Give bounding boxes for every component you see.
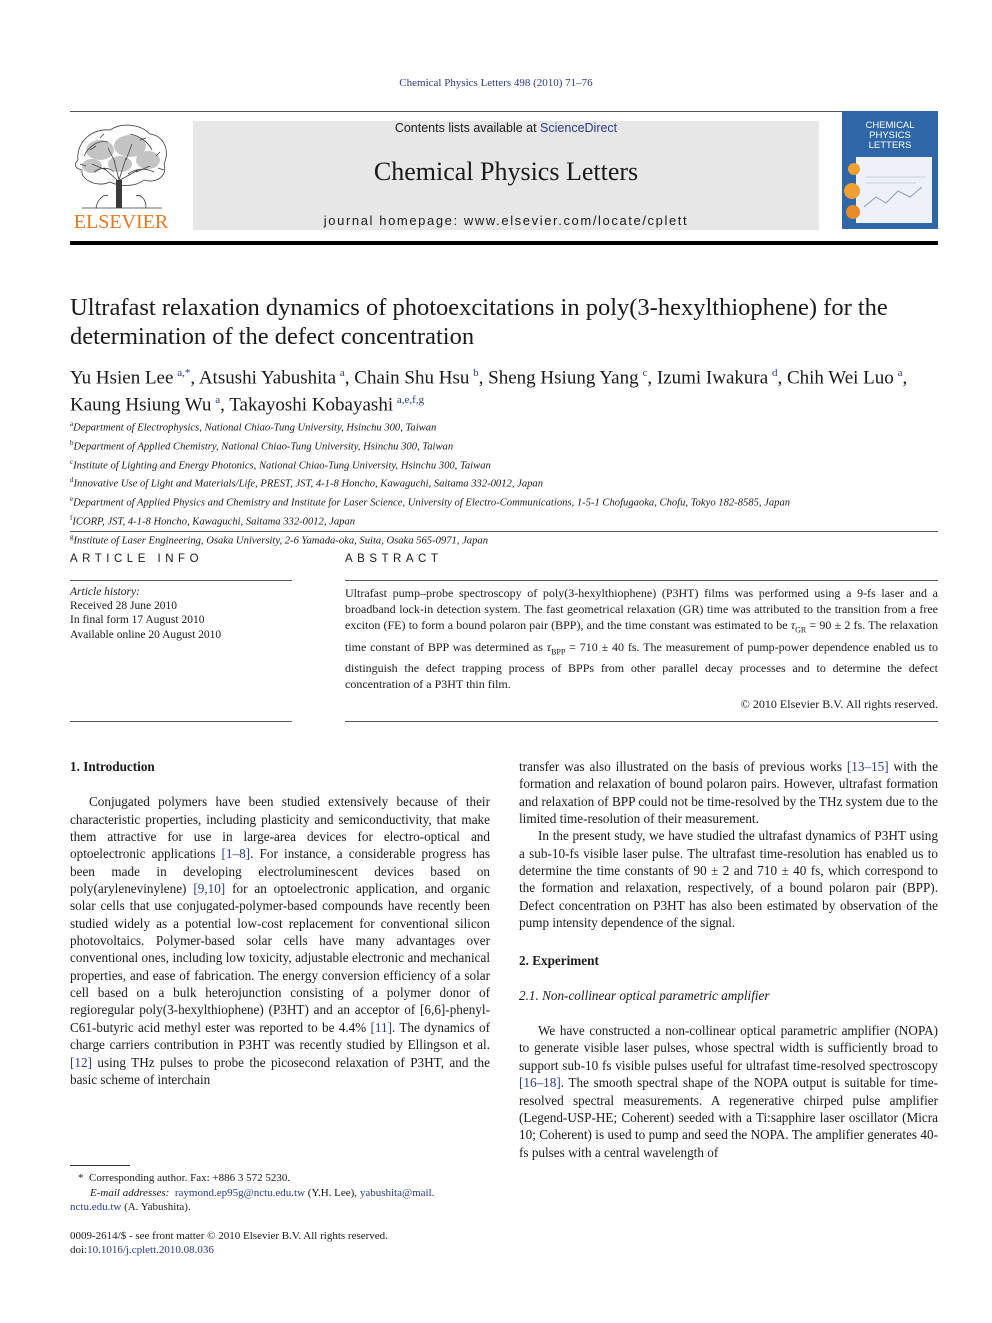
footnote-text: (Y.H. Lee), [305,1186,360,1199]
revised-date: In final form 17 August 2010 [70,614,205,627]
paragraph: In the present study, we have studied the ultrafast dynamics of P3HT using a sub-10-fs visible laser pulse. The ultrafast time-resolution has enabled us to determine the time constants of 90 ± 2 and 710 ± 40 fs, which correspond to the formation and relaxation, respectively, of a bound polaron pair (BPP). Defect concentration on P3HT has also been estimated by observation of the pump intensity dependence of the signal. [519,828,938,931]
tau-symbol: τ [546,639,552,654]
affiliation-key: c [70,457,74,466]
footnotes [70,1171,490,1258]
footnote-star: * [78,1172,84,1184]
affiliation-text: Department of Applied Chemistry, National Chiao-Tung University, Hsinchu 300, Taiwan [73,441,454,453]
reference-link[interactable]: [1–8] [221,846,251,862]
cover-title-line: PHYSICS [869,130,911,141]
affiliation-item [70,530,940,549]
author-sep: , [478,367,489,389]
affiliation-key: a [70,420,74,428]
author-name[interactable]: Sheng Hsiung Yang [488,367,639,389]
text-run: using THz pulses to probe the picosecond relaxation of P3HT, and the basic scheme of interchain [70,1054,490,1087]
author-affil-sup[interactable]: a [215,394,221,407]
affiliation-key: e [70,495,74,504]
received-date: Received 28 June 2010 [70,600,177,613]
homepage-link[interactable]: www.elsevier.com/locate/cplett [463,213,689,228]
author-name[interactable]: Kaung Hsiung Wu [70,394,212,416]
header-rule [70,111,938,112]
affiliation-item [70,417,940,436]
author-name[interactable]: Izumi Iwakura [656,367,769,389]
text-run: . For instance, a considerable progress has been made in developing electroluminescent devices based on poly(arylenevinylene) [70,846,490,897]
author-sep: , [344,367,355,389]
article-history [70,585,292,642]
cover-orb [848,163,860,175]
section-heading: 1. Introduction [70,759,155,774]
text-run: We have constructed a non-collinear optical parametric amplifier (NOPA) to generate visible laser pulses, whose spectral width is sufficiently broad to support sub-10 fs visible pulses useful for ultrafast time-resolved spectroscopy [519,1023,938,1073]
contents-line [193,121,819,135]
author-affil-sup[interactable]: c [642,367,648,379]
doi-line [70,1243,490,1258]
affiliation-list [70,417,940,549]
elsevier-wordmark: ELSEVIER [73,211,169,232]
author-name[interactable]: Atsushi Yabushita [198,367,337,389]
text-run: . The smooth spectral shape of the NOPA output is suitable for time-resolved spectral measurements. A regenerative chirped pulse amplifier (Legend-USP-HE; Coherent) seeded with a Ti:sapphire laser oscillator (Micra 10; Coherent) is used to pump and seed the NOPA. The amplifier generates 40-fs pulses with a central wavelength of [519,1075,938,1160]
abstract-part: Ultrafast pump–probe spectroscopy of poly(3-hexylthiophene) (P3HT) films was performed using a 9-fs laser and a broadband lock-in detection system. The fast geometrical relaxation (GR) time was attributed to the transition from a free exciton (FE) to form a bound polaron pair (BPP), and the time constant was estimated to be [345,586,938,633]
abstract-rule-bottom [345,721,938,722]
footnote-rule [70,1165,130,1166]
affiliation-item [70,436,940,455]
online-date: Available online 20 August 2010 [70,628,222,641]
elsevier-logo [70,120,172,232]
email-link[interactable]: yabushita@mail. [359,1186,435,1199]
article-info-heading: ARTICLE INFO [70,553,204,565]
affiliation-key: b [70,438,74,447]
affiliation-text: Department of Applied Physics and Chemistry and Institute for Laser Science, University of Electro-Communications, 1-5-1 Chofugaoka, Chofu, Tokyo 182-8585, Japan [73,497,791,509]
email-link[interactable]: nctu.edu.tw [70,1201,122,1214]
footnote-text: (A. Yabushita). [121,1201,191,1214]
cover-title-line: CHEMICAL [865,120,915,131]
affiliation-item [70,511,940,530]
author-name[interactable]: Chih Wei Luo [786,367,894,389]
corresponding-author-note [70,1171,490,1186]
reference-link[interactable]: [13–15] [846,759,889,774]
author-affil-sup[interactable]: a [897,367,903,379]
affiliation-text: Institute of Lighting and Energy Photonics, National Chiao-Tung University, Hsinchu 300, Taiwan [73,460,491,472]
reference-link[interactable]: [12] [70,1054,92,1070]
abstract-rule-top [345,580,938,581]
author-list [70,362,940,417]
doi-link[interactable]: 10.1016/j.cplett.2010.08.036 [87,1244,214,1257]
text-run: Conjugated polymers have been studied extensively because of their characteristic properties, including plasticity and semiconductivity, that make them attractive for use in large-area devices for electro-optical and optoelectronic applications [70,794,490,862]
issn-line: 0009-2614/$ - see front matter © 2010 Elsevier B.V. All rights reserved. [70,1229,388,1242]
journal-homepage [193,213,819,228]
journal-cover-image [842,111,938,229]
footnote-text: Corresponding author. Fax: +886 3 572 5230. [89,1172,291,1184]
section-heading: 2. Experiment [519,953,599,969]
text-run: . The dynamics of charge carriers contribution in P3HT was recently studied by Ellingson et al. [70,1019,490,1053]
cover-title [842,121,938,151]
affiliation-key: f [70,514,73,523]
journal-banner [193,121,819,230]
right-column [519,758,938,1161]
abstract-part: = 710 ± 40 fs. The measurement of pump-power dependence enabled us to distinguish the defect trapping process of BPPs from other parallel decay processes and to determine the defect concentration of a P3HT thin film. [345,639,938,692]
abstract-copyright: © 2010 Elsevier B.V. All rights reserved. [740,697,938,711]
email-note [70,1186,490,1201]
journal-title: Chemical Physics Letters [373,157,639,186]
affiliation-text: Institute of Laser Engineering, Osaka University, 2-6 Yamada-oka, Suita, Osaka 565-0971, Japan [73,535,488,547]
tau-symbol: τ [790,618,796,633]
reference-link[interactable]: [16–18] [519,1075,561,1091]
journal-citation[interactable]: Chemical Physics Letters 498 (2010) 71–76 [399,77,593,89]
author-sep: , [190,367,199,389]
text-run: transfer was also illustrated on the basis of previous works [519,759,847,774]
cover-panel [856,157,932,223]
affiliation-rule [70,531,938,532]
affiliation-item [70,455,940,474]
affiliation-text: Department of Electrophysics, National Chiao-Tung University, Hsinchu 300, Taiwan [73,422,437,434]
author-affil-sup[interactable]: d [771,367,778,379]
history-label: Article history: [70,586,140,598]
email-note-cont [70,1200,490,1215]
author-name[interactable]: Chain Shu Hsu [354,367,470,389]
cover-title-line: LETTERS [868,140,912,151]
paragraph [70,793,490,1088]
text-run: with the formation and relaxation of bound polaron pairs. However, ultrafast formation and relaxation of BPP could not be time-resolved by the THz system due to the limited time-resolution of their measurement. [519,759,938,827]
subsection-heading: 2.1. Non-collinear optical parametric amplifier [519,987,770,1003]
cover-orb [844,183,860,199]
affiliation-key: g [70,532,74,541]
affiliation-key: d [70,476,74,485]
paragraph [519,758,938,827]
affiliation-text: Innovative Use of Light and Materials/Life, PREST, JST, 4-1-8 Honcho, Kawaguchi, Saitama 332-0012, Japan [73,479,544,491]
author-sep: , [777,367,787,389]
info-rule-top [70,580,292,581]
abstract-part: = 90 ± 2 fs. The relaxation time constant of BPP was determined as [345,618,939,654]
author-affil-sup[interactable]: a,* [177,367,191,379]
tau-subscript: GR [795,625,807,635]
author-affil-sup[interactable]: a,e,f,g [396,394,425,407]
cover-graphic [856,157,932,223]
abstract-heading: ABSTRACT [345,553,443,565]
email-link[interactable]: raymond.ep95g@nctu.edu.tw [174,1186,306,1199]
affiliation-text: ICORP, JST, 4-1-8 Honcho, Kawaguchi, Saitama 332-0012, Japan [72,516,356,528]
text-run: for an optoelectronic application, and organic solar cells that use conjugated-polymer-based compounds have recently been studied widely as a potential low-cost replacement for conventional silicon photovoltaics. Polymer-based solar cells have many advantages over conventional ones, including low toxicity, adjustable electronic and mechanical properties, and ease of fabrication. The energy conversion efficiency of a solar cell based on a bulk heterojunction consisting of a polymer donor of regioregular poly(3-hexylthiophene) (P3HT) and an acceptor of [6,6]-phenyl-C61-butyric acid methyl ester was reported to be 4.4% [70,881,490,1035]
abstract-text [345,585,938,692]
tree-icon [70,120,172,232]
doi-label: doi: [70,1244,88,1257]
info-rule-bottom [70,721,292,722]
reference-link[interactable]: [9,10] [193,881,226,897]
author-sep: , [220,394,230,416]
header-thick-rule [70,241,938,245]
sciencedirect-link[interactable]: ScienceDirect [540,121,618,135]
contents-prefix: Contents lists available at [394,121,541,135]
email-label: E-mail addresses: [90,1186,170,1199]
author-affil-sup[interactable]: b [473,367,479,379]
author-sep: , [647,367,657,389]
author-sep: , [902,367,908,389]
homepage-label: journal homepage: [323,213,464,228]
tau-subscript: BPP [551,647,566,657]
left-column [70,758,490,1088]
affiliation-item [70,473,940,492]
author-affil-sup[interactable]: a [339,367,345,379]
cover-orb [846,205,860,219]
article-title: Ultrafast relaxation dynamics of photoexcitations in poly(3-hexylthiophene) for the determination of the defect concentration [70,294,888,350]
author-name[interactable]: Yu Hsien Lee [70,367,174,389]
affiliation-item [70,492,940,511]
paragraph [519,1022,938,1161]
reference-link[interactable]: [11] [370,1019,392,1035]
author-name[interactable]: Takayoshi Kobayashi [229,394,394,416]
